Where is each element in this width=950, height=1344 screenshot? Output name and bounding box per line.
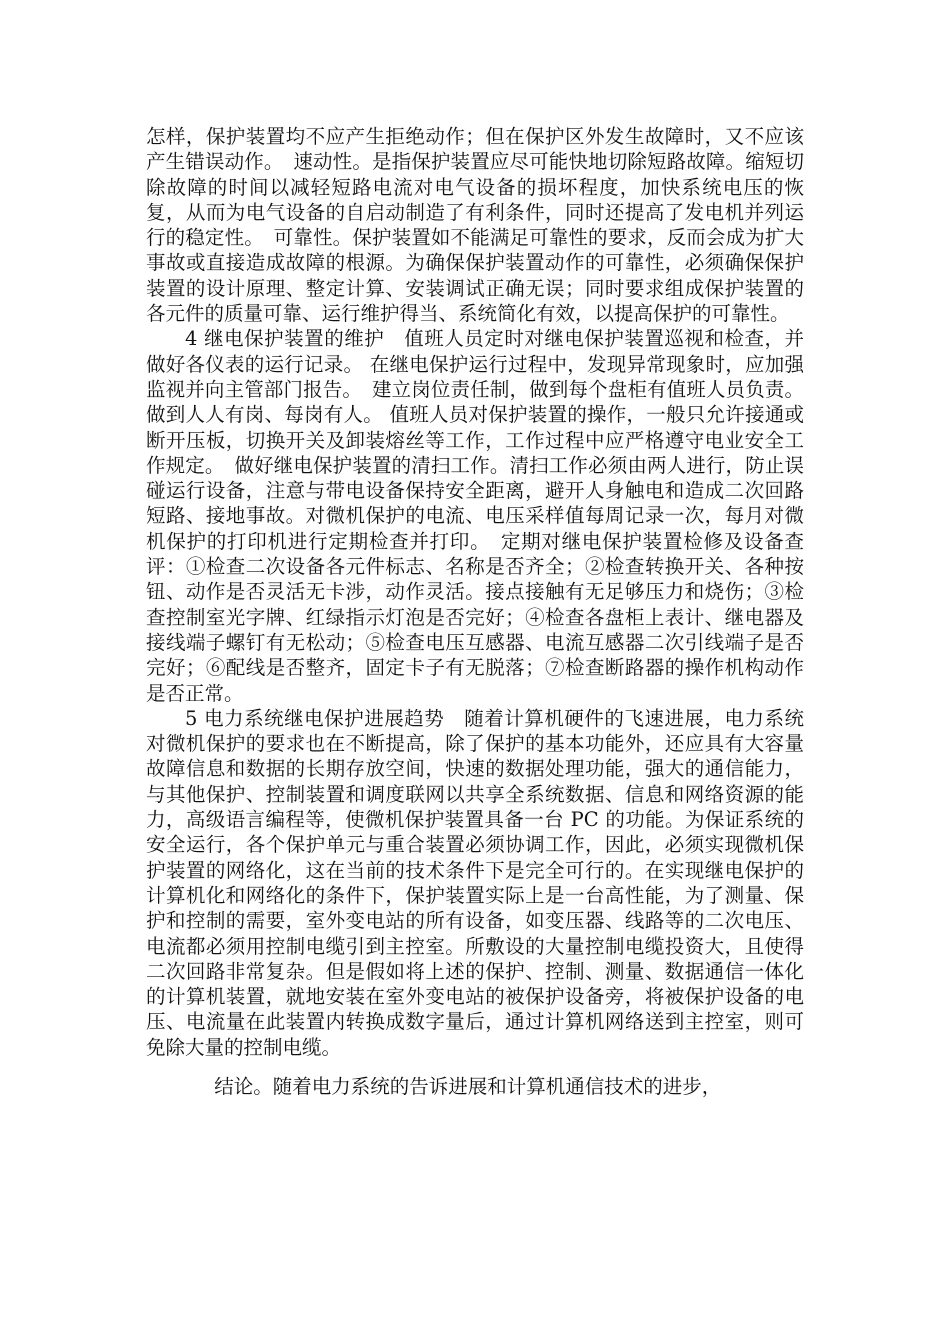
paragraph-maintenance: 4 继电保护装置的维护 值班人员定时对继电保护装置巡视和检查，并做好各仪表的运行记录。 在继电保护运行过程中，发现异常现象时，应加强监视并向主管部门报告。 建立岗位责任制，做到每个盘柜有值班人员负责。做到人人有岗、每岗有人。 值班人员对保护装置的操作，一般只允许接通或断开压板，切换开关及卸装熔丝等工作，工作过程中应严格遵守电业安全工作规定。 做好继电保护装置的清扫工作。清扫工作必须由两人进行，防止误碰运行设备，注意与带电设备保持安全距离，避开人身触电和造成二次回路短路、接地事故。对微机保护的电流、电压采样值每周记录一次，每月对微机保护的打印机进行定期检查并打印。 定期对继电保护装置检修及设备查评：①检查二次设备各元件标志、名称是否齐全；②检查转换开关、各种按钮、动作是否灵活无卡涉，动作灵活。接点接触有无足够压力和烧伤；③检查控制室光字牌、红绿指示灯泡是否完好；④检查各盘柜上表计、继电器及接线端子螺钉有无松动；⑤检查电压互感器、电流互感器二次引线端子是否完好；⑥配线是否整齐，固定卡子有无脱落；⑦检查断路器的操作机构动作是否正常。	[146, 327, 804, 705]
paragraph-conclusion: 结论。随着电力系统的告诉进展和计算机通信技术的进步，	[214, 1074, 722, 1098]
paragraph-requirements-continued: 怎样，保护装置均不应产生拒绝动作；但在保护区外发生故障时，又不应该产生错误动作。 速动性。是指保护装置应尽可能快地切除短路故障。缩短切除故障的时间以减轻短路电流对电气设备的损坏程度，加快系统电压的恢复，从而为电气设备的自启动制造了有利条件，同时还提高了发电机并列运行的稳定性。 可靠性。保护装置如不能满足可靠性的要求，反而会成为扩大事故或直接造成故障的根源。为确保保护装置动作的可靠性，必须确保保护装置的设计原理、整定计算、安装调试正确无误；同时要求组成保护装置的各元件的质量可靠、运行维护得当、系统简化有效，以提高保护的可靠性。	[146, 125, 804, 326]
document-body	[146, 124, 804, 1099]
paragraph-development-trend: 5 电力系统继电保护进展趋势 随着计算机硬件的飞速进展，电力系统对微机保护的要求也在不断提高，除了保护的基本功能外，还应具有大容量故障信息和数据的长期存放空间，快速的数据处理功能，强大的通信能力，与其他保护、控制装置和调度联网以共享全系统数据、信息和网络资源的能力，高级语言编程等，使微机保护装置具备一台 PC 的功能。为保证系统的安全运行，各个保护单元与重合装置必须协调工作，因此，必须实现微机保护装置的网络化，这在当前的技术条件下是完全可行的。在实现继电保护的计算机化和网络化的条件下，保护装置实际上是一台高性能，为了测量、保护和控制的需要，室外变电站的所有设备，如变压器、线路等的二次电压、电流都必须用控制电缆引到主控室。所敷设的大量控制电缆投资大，且使得二次回路非常复杂。但是假如将上述的保护、控制、测量、数据通信一体化的计算机装置，就地安装在室外变电站的被保护设备旁，将被保护设备的电压、电流量在此装置内转换成数字量后，通过计算机网络送到主控室，则可免除大量的控制电缆。	[146, 706, 804, 1059]
